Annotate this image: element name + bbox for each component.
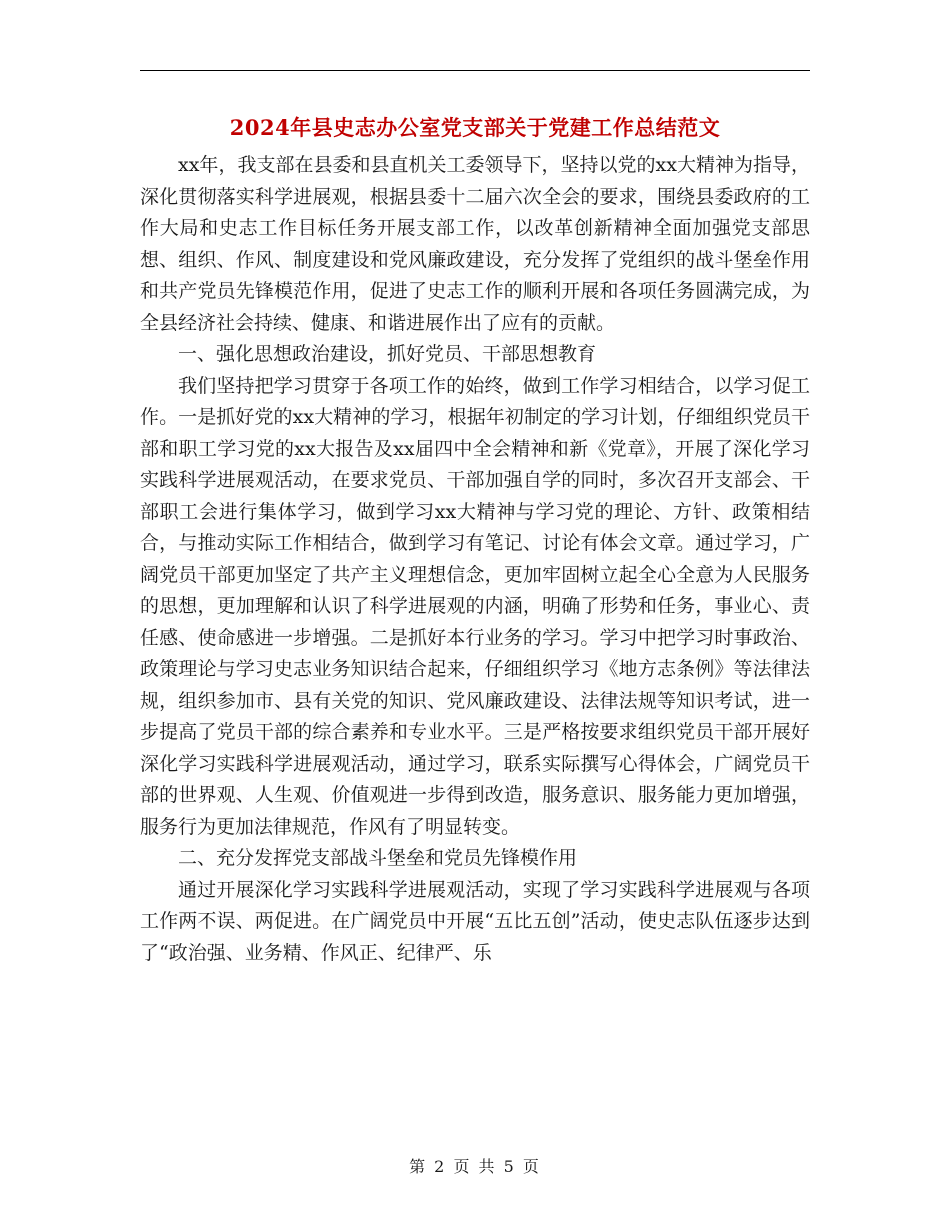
header-rule: [140, 70, 810, 71]
section-heading-1: 一、强化思想政治建设，抓好党员、干部思想教育: [178, 343, 597, 365]
document-body: [140, 150, 810, 969]
paragraph-section-2: 通过开展深化学习实践科学进展观活动，实现了学习实践科学进展观与各项工作两不误、两促进。在广阔党员中开展“五比五创”活动，使史志队伍逐步达到了“政治强、业务精、作风正、纪律严、乐: [140, 878, 810, 964]
section-heading-2: 二、充分发挥党支部战斗堡垒和党员先锋模作用: [178, 847, 578, 869]
page-number: 第 2 页 共 5 页: [409, 1157, 541, 1176]
paragraph-intro: xx年，我支部在县委和县直机关工委领导下，坚持以党的xx大精神为指导，深化贯彻落实科学进展观，根据县委十二届六次全会的要求，围绕县委政府的工作大局和史志工作目标任务开展支部工作，以改革创新精神全面加强党支部思想、组织、作风、制度建设和党风廉政建设，充分发挥了党组织的战斗堡垒作用和共产党员先锋模范作用，促进了史志工作的顺利开展和各项任务圆满完成，为全县经济社会持续、健康、和谐进展作出了应有的贡献。: [140, 154, 810, 334]
paragraph-section-1: 我们坚持把学习贯穿于各项工作的始终，做到工作学习相结合，以学习促工作。一是抓好党的xx大精神的学习，根据年初制定的学习计划，仔细组织党员干部和职工学习党的xx大报告及xx届四中全会精神和新《党章》，开展了深化学习实践科学进展观活动，在要求党员、干部加强自学的同时，多次召开支部会、干部职工会进行集体学习，做到学习xx大精神与学习党的理论、方针、政策相结合，与推动实际工作相结合，做到学习有笔记、讨论有体会文章。通过学习，广阔党员干部更加坚定了共产主义理想信念，更加牢固树立起全心全意为人民服务的思想，更加理解和认识了科学进展观的内涵，明确了形势和任务，事业心、责任感、使命感进一步增强。二是抓好本行业务的学习。学习中把学习时事政治、政策理论与学习史志业务知识结合起来，仔细组织学习《地方志条例》等法律法规，组织参加市、县有关党的知识、党风廉政建设、法律法规等知识考试，进一步提高了党员干部的综合素养和专业水平。三是严格按要求组织党员干部开展好深化学习实践科学进展观活动，通过学习，联系实际撰写心得体会，广阔党员干部的世界观、人生观、价值观进一步得到改造，服务意识、服务能力更加增强，服务行为更加法律规范，作风有了明显转变。: [140, 374, 810, 838]
document-title: 2024年县史志办公室党支部关于党建工作总结范文: [229, 115, 721, 140]
